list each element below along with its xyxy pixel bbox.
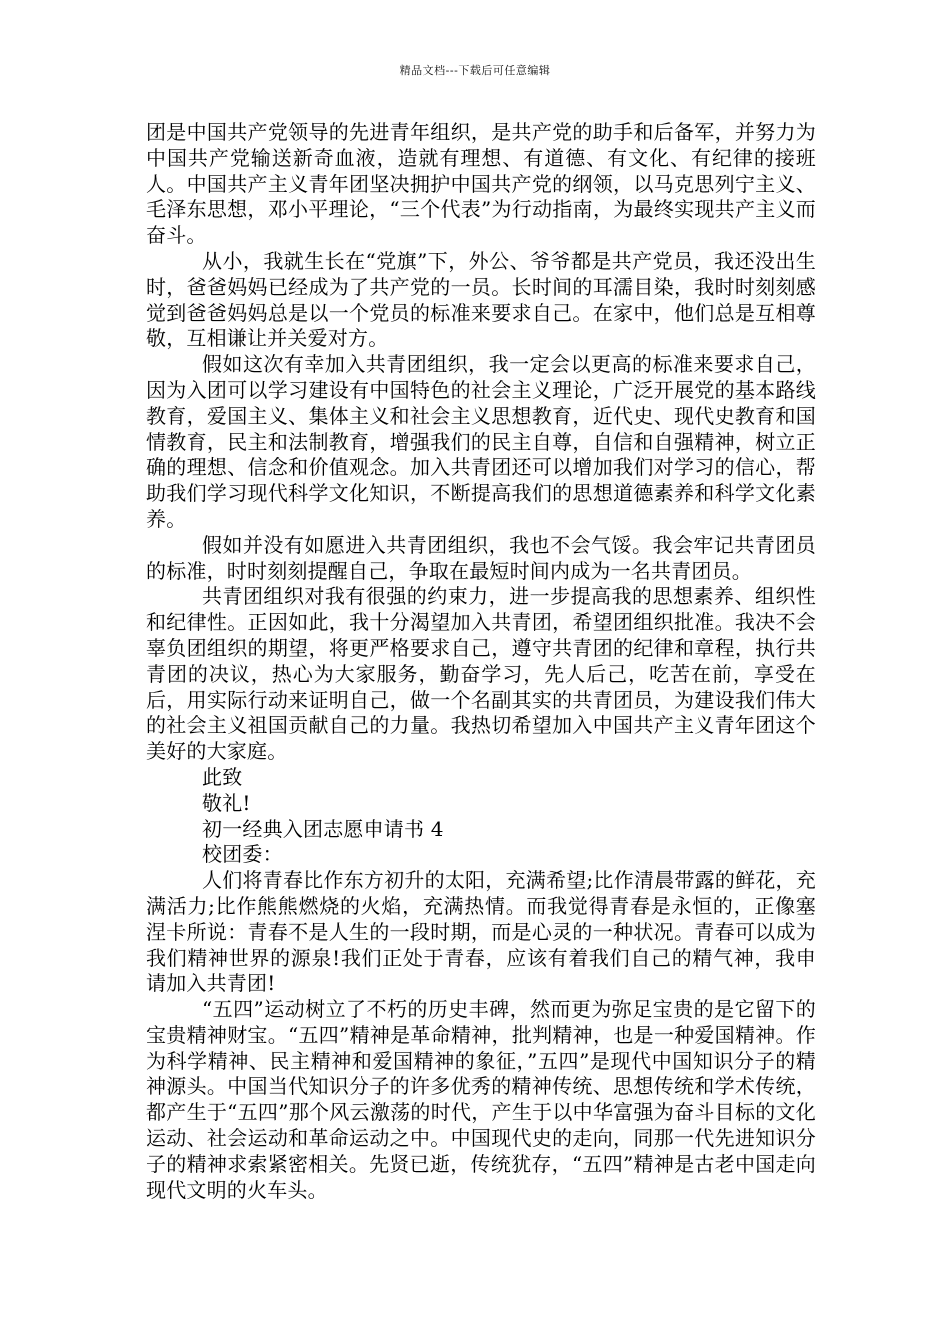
document-body xyxy=(146,120,816,1203)
paragraph-5: 共青团组织对我有很强的约束力，进一步提高我的思想素养、组织性和纪律性。正因如此，我十分渴望加入共青团，希望团组织批准。我决不会辜负团组织的期望，将更严格要求自己，遵守共青团的纪律和章程，执行共青团的决议，热心为大家服务，勤奋学习，先人后己，吃苦在前，享受在后，用实际行动来证明自己，做一个名副其实的共青团员，为建设我们伟大的社会主义祖国贡献自己的力量。我热切希望加入中国共产主义青年团这个美好的大家庭。 xyxy=(146,584,816,764)
closing-line-1: 此致 xyxy=(202,764,243,789)
salutation: 校团委： xyxy=(202,842,283,867)
paragraph-3: 假如这次有幸加入共青团组织，我一定会以更高的标准来要求自己，因为入团可以学习建设有中国特色的社会主义理论，广泛开展党的基本路线教育，爱国主义、集体主义和社会主义思想教育，近代史、现代史教育和国情教育，民主和法制教育，增强我们的民主自尊，自信和自强精神，树立正确的理想、信念和价值观念。加入共青团还可以增加我们对学习的信心，帮助我们学习现代科学文化知识，不断提高我们的思想道德素养和科学文化素养。 xyxy=(146,352,816,531)
page-header-note: 精品文档---下载后可任意编辑 xyxy=(399,64,551,77)
paragraph-4: 假如并没有如愿进入共青团组织，我也不会气馁。我会牢记共青团员的标准，时时刻刻提醒自己，争取在最短时间内成为一名共青团员。 xyxy=(146,532,816,583)
section-title: 初一经典入团志愿申请书 4 xyxy=(202,816,444,841)
paragraph-6: 人们将青春比作东方初升的太阳，充满希望;比作清晨带露的鲜花，充满活力;比作熊熊燃烧的火焰，充满热情。而我觉得青春是永恒的，正像塞涅卡所说：青春不是人生的一段时期，而是心灵的一种状况。青春可以成为我们精神世界的源泉!我们正处于青春，应该有着我们自己的精气神，我申请加入共青团! xyxy=(146,868,816,996)
paragraph-2: 从小，我就生长在“党旗”下，外公、爷爷都是共产党员，我还没出生时，爸爸妈妈已经成为了共产党的一员。长时间的耳濡目染，我时时刻刻感觉到爸爸妈妈总是以一个党员的标准来要求自己。在家中，他们总是互相尊敬，互相谦让并关爱对方。 xyxy=(146,248,816,351)
paragraph-1: 团是中国共产党领导的先进青年组织，是共产党的助手和后备军，并努力为中国共产党输送新奇血液，造就有理想、有道德、有文化、有纪律的接班人。中国共产主义青年团坚决拥护中国共产党的纲领，以马克思列宁主义、毛泽东思想，邓小平理论，“三个代表”为行动指南，为最终实现共产主义而奋斗。 xyxy=(146,120,816,248)
paragraph-7: “五四”运动树立了不朽的历史丰碑，然而更为弥足宝贵的是它留下的宝贵精神财宝。“五四”精神是革命精神，批判精神，也是一种爱国精神。作为科学精神、民主精神和爱国精神的象征，”五四”是现代中国知识分子的精神源头。中国当代知识分子的许多优秀的精神传统、思想传统和学术传统，都产生于“五四”那个风云激荡的时代，产生于以中华富强为奋斗目标的文化运动、社会运动和革命运动之中。中国现代史的走向，同那一代先进知识分子的精神求索紧密相关。先贤已逝，传统犹存，“五四”精神是古老中国走向现代文明的火车头。 xyxy=(146,997,816,1202)
closing-line-2: 敬礼! xyxy=(202,790,251,815)
